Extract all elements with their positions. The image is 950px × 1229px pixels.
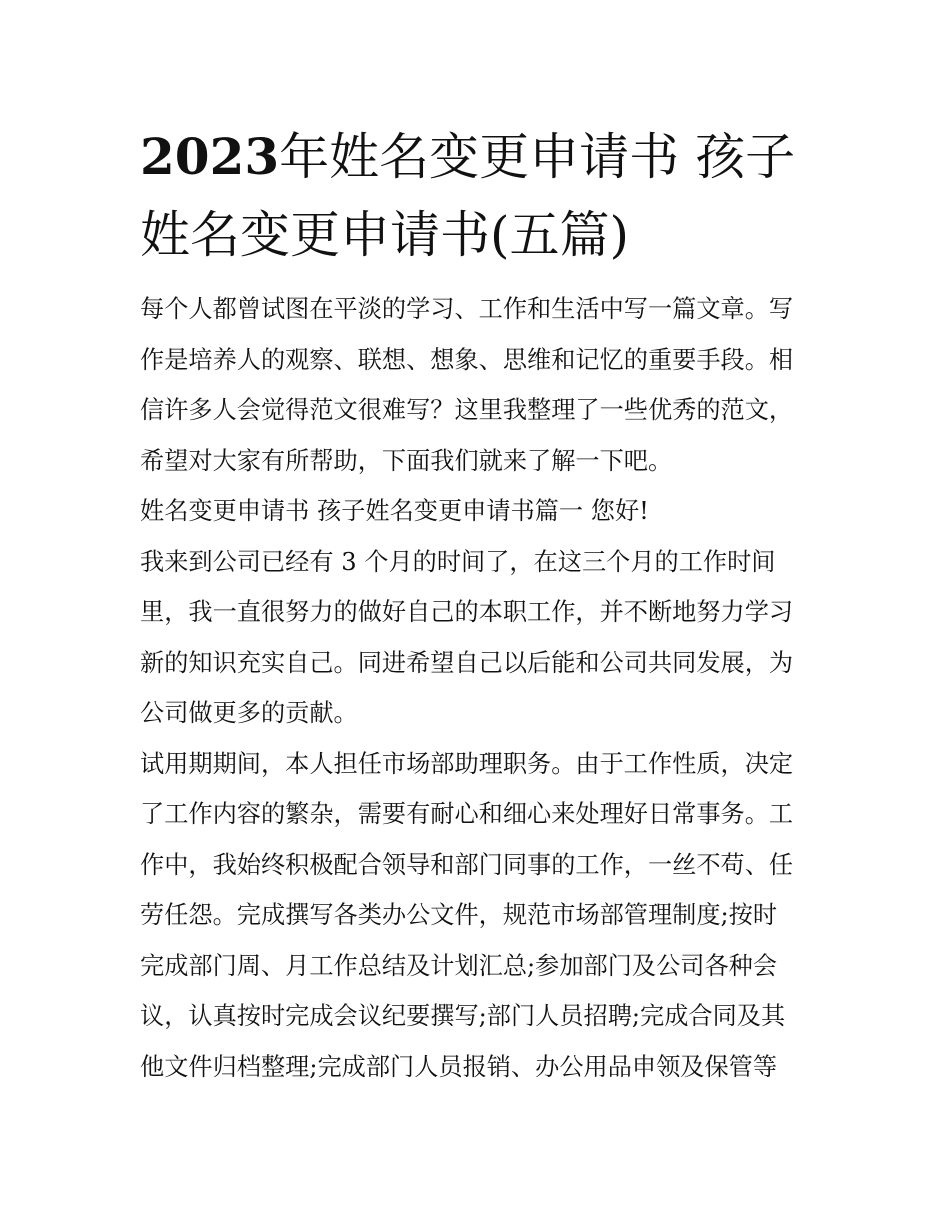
body-line: 他文件归档整理;完成部门人员报销、办公用品申领及保管等 <box>140 1052 778 1081</box>
body-line: 我来到公司已经有 3 个月的时间了，在这三个月的工作时间 <box>140 547 776 576</box>
body-line: 试用期期间，本人担任市场部助理职务。由于工作性质，决定 <box>140 749 794 778</box>
body-line: 信许多人会觉得范文很难写？这里我整理了一些优秀的范文， <box>140 396 794 424</box>
body-line: 里，我一直很努力的做好自己的本职工作，并不断地努力学习 <box>140 598 794 626</box>
body-line: 了工作内容的繁杂，需要有耐心和细心来处理好日常事务。工 <box>140 800 794 828</box>
title-line-2: 姓名变更申请书(五篇) <box>140 206 630 264</box>
body-line: 公司做更多的贡献。 <box>140 699 358 727</box>
body-line: 每个人都曾试图在平淡的学习、工作和生活中写一篇文章。写 <box>140 295 794 323</box>
body-line: 议，认真按时完成会议纪要撰写;部门人员招聘;完成合同及其 <box>140 1002 786 1030</box>
title-line-1 <box>140 118 812 196</box>
title-line-1-text: 年姓名变更申请书 孩子 <box>279 128 796 186</box>
title-year: 2023 <box>140 127 280 186</box>
body-line: 希望对大家有所帮助，下面我们就来了解一下吧。 <box>140 446 673 475</box>
body-line: 作是培养人的观察、联想、想象、思维和记忆的重要手段。相 <box>140 345 794 374</box>
document-body <box>140 284 812 1092</box>
body-line: 作中，我始终积极配合领导和部门同事的工作，一丝不苟、任 <box>140 850 794 879</box>
body-line: 新的知识充实自己。同进希望自己以后能和公司共同发展，为 <box>140 648 794 677</box>
document-title <box>140 118 812 274</box>
body-line: 劳任怨。完成撰写各类办公文件，规范市场部管理制度;按时 <box>140 901 778 929</box>
body-line: 完成部门周、月工作总结及计划汇总;参加部门及公司各种会 <box>140 951 778 980</box>
section-heading-line: 姓名变更申请书 孩子姓名变更申请书篇一 您好! <box>140 497 649 525</box>
document-content <box>140 118 812 1092</box>
